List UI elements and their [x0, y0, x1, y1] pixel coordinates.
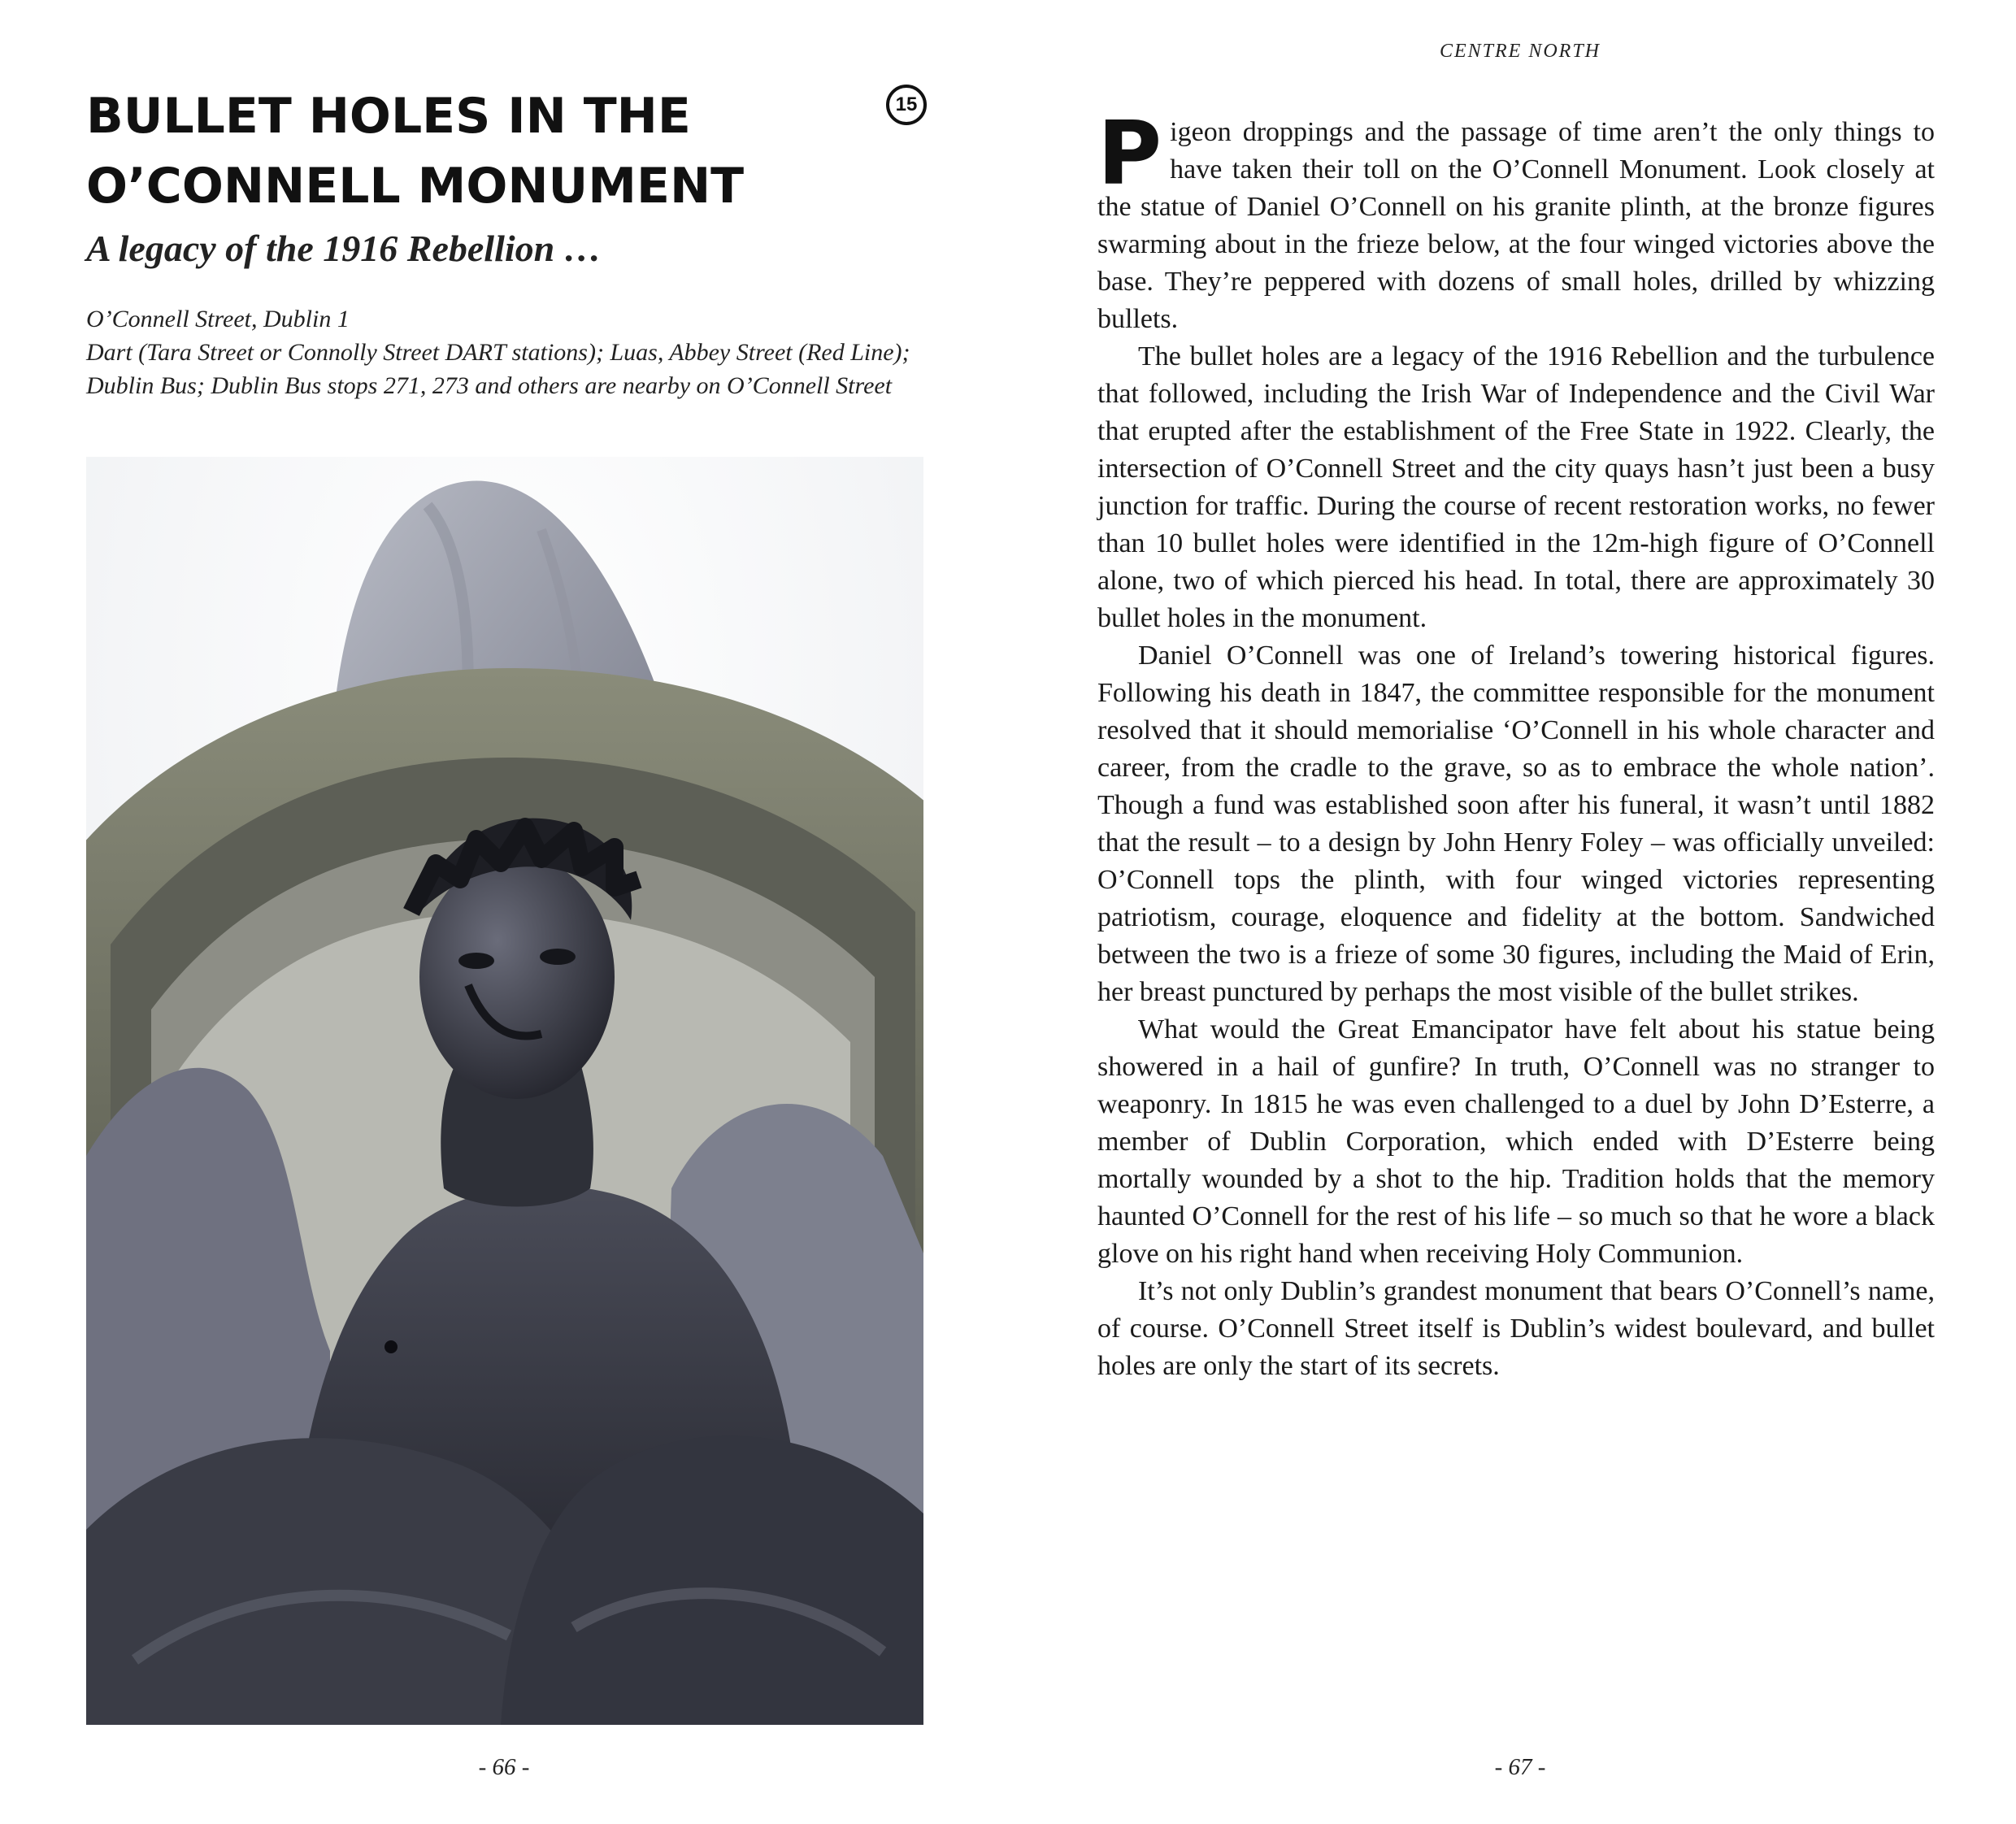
statue-photo-illustration [86, 457, 923, 1725]
location-info [86, 302, 915, 402]
subtitle: A legacy of the 1916 Rebellion … [86, 228, 602, 269]
page-number-left: - 66 - [478, 1754, 530, 1780]
running-head: CENTRE NORTH [1439, 41, 1601, 62]
drop-cap: P [1097, 103, 1162, 205]
paragraph: It’s not only Dublin’s grandest monument that bears O’Connell’s name, of course. O’Connell Street itself is Dublin’s widest boulevard, and bullet holes are only the start of its secrets. [1097, 1276, 1935, 1381]
article-body [1097, 103, 1935, 1385]
paragraph-text: igeon droppings and the passage of time aren’t the only things to have taken their toll on the O’Connell Monument. Look closely at the statue of Daniel O’Connell on his granite plinth, at the bronze figures swarming about in the frieze below, at the four winged victories above the base. They’re peppered with dozens of small holes, drilled by whizzing bullets. [1097, 117, 1935, 334]
paragraph: Daniel O’Connell was one of Ireland’s towering historical figures. Following his death in 1847, the committee responsible for the monument resolved that it should memorialise ‘O’Connell in his whole character and career, from the cradle to the grave, so as to embrace the whole nation’. Though a fund was established soon after his funeral, it wasn’t until 1882 that the result – to a design by John Henry Foley – was officially unveiled: O’Connell tops the plinth, with four winged victories representing patriotism, courage, eloquence and fidelity at the bottom. Sandwiched between the two is a frieze of some 30 figures, including the Maid of Erin, her breast punctured by perhaps the most visible of the bullet strikes. [1097, 641, 1935, 1007]
paragraph: The bullet holes are a legacy of the 1916 Rebellion and the turbulence that followed, including the Irish War of Independence and the Civil War that erupted after the establishment of the Free State in 1922. Clearly, the intersection of O’Connell Street and the city quays hasn’t just been a busy junction for traffic. During the course of recent restoration works, no fewer than 10 bullet holes were identified in the 12m-high figure of O’Connell alone, two of which pierced his head. In total, there are approximately 30 bullet holes in the monument. [1097, 341, 1935, 633]
transport-info: Dart (Tara Street or Connolly Street DART stations); Luas, Abbey Street (Red Line); Dublin Bus; Dublin Bus stops 271, 273 and others are nearby on O’Connell Street [86, 339, 910, 399]
page-number-right: - 67 - [1494, 1754, 1546, 1780]
monument-photo [86, 457, 923, 1725]
paragraph: What would the Great Emancipator have felt about his statue being showered in a hail of gunfire? In truth, O’Connell was no stranger to weaponry. In 1815 he was even challenged to a duel by John D’Esterre, a member of Dublin Corporation, which ended with D’Esterre being mortally wounded by a shot to the hip. Tradition holds that the memory haunted O’Connell for the rest of his life – so much so that he wore a black glove on his right hand when receiving Holy Communion. [1097, 1014, 1935, 1269]
bullet-hole-mark [385, 1340, 398, 1353]
address: O’Connell Street, Dublin 1 [86, 306, 350, 332]
entry-number-badge: 15 [886, 85, 927, 125]
paragraph [1097, 103, 1935, 338]
page-title: BULLET HOLES IN THE O’CONNELL MONUMENT [86, 88, 745, 215]
